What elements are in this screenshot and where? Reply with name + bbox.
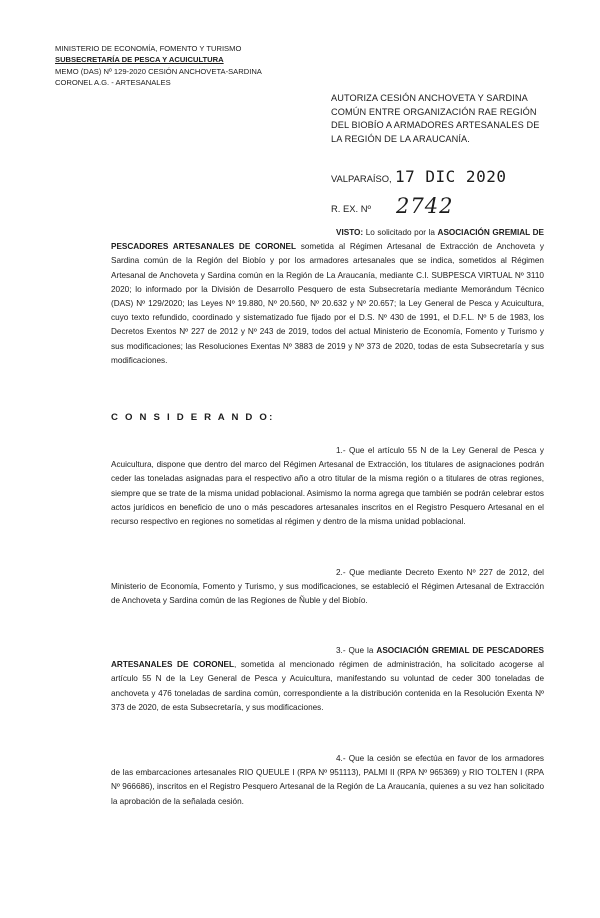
place-label: VALPARAÍSO,: [331, 173, 392, 184]
visto-label: VISTO:: [336, 228, 364, 237]
organization-reference: CORONEL A.G. - ARTESANALES: [55, 77, 171, 87]
ministry-name: MINISTERIO DE ECONOMÍA, FOMENTO Y TURISMO: [55, 44, 242, 53]
subsecretaria-name: SUBSECRETARÍA DE PESCA Y ACUICULTURA: [55, 55, 224, 65]
visto-paragraph: VISTO: Lo solicitado por la ASOCIACIÓN GREMIAL DE PESCADORES ARTESANALES DE CORONEL sometida al Régimen Artesanal de Extracción de Anchoveta y Sardina común de la Región del Biobío y por los armadores artesanales que se indica, sometidos al Régimen Artesanal de Anchoveta y Sardina común en la Región de La Araucanía, mediante C.I. SUBPESCA VIRTUAL Nº 3110 2020; lo informado por la División de Desarrollo Pesquero de esta Subsecretaría mediante Memorándum Técnico (DAS) Nº 129/2020; las Leyes Nº 19.880, Nº 20.560, Nº 20.632 y Nº 20.657; la Ley General de Pesca y Acuicultura, cuyo texto refundido, coordinado y sistematizado fue fijado por el D.S. Nº 430 de 1991, el D.F.L. Nº 5 de 1983, los Decretos Exentos Nº 227 de 2012 y Nº 243 de 2019, todos del actual Ministerio de Economía, Fomento y Turismo y sus modificaciones; las Resoluciones Exentas Nº 3883 de 2019 y Nº 373 de 2020, todas de esta Subsecretaría y sus modificaciones.: [111, 228, 544, 365]
document-header: [55, 43, 295, 88]
date-stamp: 17 DIC 2020: [395, 167, 507, 186]
considerando-heading: C O N S I D E R A N D O:: [111, 412, 275, 423]
considerando-4: 4.- Que la cesión se efectúa en favor de los armadores de las embarcaciones artesanales RIO QUEULE I (RPA Nº 951113), PALMI II (RPA Nº 965369) y RIO TOLTEN I (RPA Nº 966686), inscritos en el Registro Pesquero Artesanal de la Región de La Araucanía, quienes a su vez han solicitado la aprobación de la señalada cesión.: [111, 754, 544, 806]
resolution-title: AUTORIZA CESIÓN ANCHOVETA Y SARDINA COMÚN ENTRE ORGANIZACIÓN RAE REGIÓN DEL BIOBÍO A ARMADORES ARTESANALES DE LA REGIÓN DE LA ARAUCANÍA.: [331, 93, 540, 144]
rex-number: 2742: [396, 194, 454, 218]
considerando-1: 1.- Que el artículo 55 N de la Ley General de Pesca y Acuicultura, dispone que dentro del marco del Régimen Artesanal de Extracción, los titulares de asignaciones podrán ceder las toneladas asignadas para el respectivo año a otro titular de la misma región o a titulares de otras regiones, siempre que se trate de la misma unidad poblacional. Asimismo la norma agrega que también se podrán celebrar estos actos jurídicos en beneficio de uno o más pescadores artesanales inscritos en el Registro Pesquero Artesanal en el recurso respectivo en regiones no sometidas al régimen y dentro de la misma unidad poblacional.: [111, 446, 544, 527]
memo-reference: MEMO (DAS) Nº 129-2020 CESIÓN ANCHOVETA-SARDINA: [55, 66, 262, 76]
considerando-3: 3.- Que la ASOCIACIÓN GREMIAL DE PESCADORES ARTESANALES DE CORONEL, sometida al mencionado régimen de administración, ha solicitado acogerse al artículo 55 N de la Ley General de Pesca y Acuicultura, manifestando su voluntad de ceder 300 toneladas de anchoveta y 476 toneladas de sardina común, correspondiente a la distribución contenida en la Resolución Exenta Nº 373 de 2020, de esta Subsecretaría, y sus modificaciones.: [111, 646, 545, 712]
visto-organization: ASOCIACIÓN GREMIAL DE PESCADORES ARTESANALES DE CORONEL: [111, 228, 544, 252]
considerando-3-organization: ASOCIACIÓN GREMIAL DE PESCADORES ARTESANALES DE CORONEL: [111, 646, 545, 670]
considerando-2: 2.- Que mediante Decreto Exento Nº 227 de 2012, del Ministerio de Economía, Fomento y Turismo, y sus modificaciones, se estableció el Régimen Artesanal de Extracción de Anchoveta y Sardina común de las Regiones de Ñuble y del Biobío.: [111, 568, 544, 606]
rex-label: R. EX. Nº: [331, 203, 371, 214]
